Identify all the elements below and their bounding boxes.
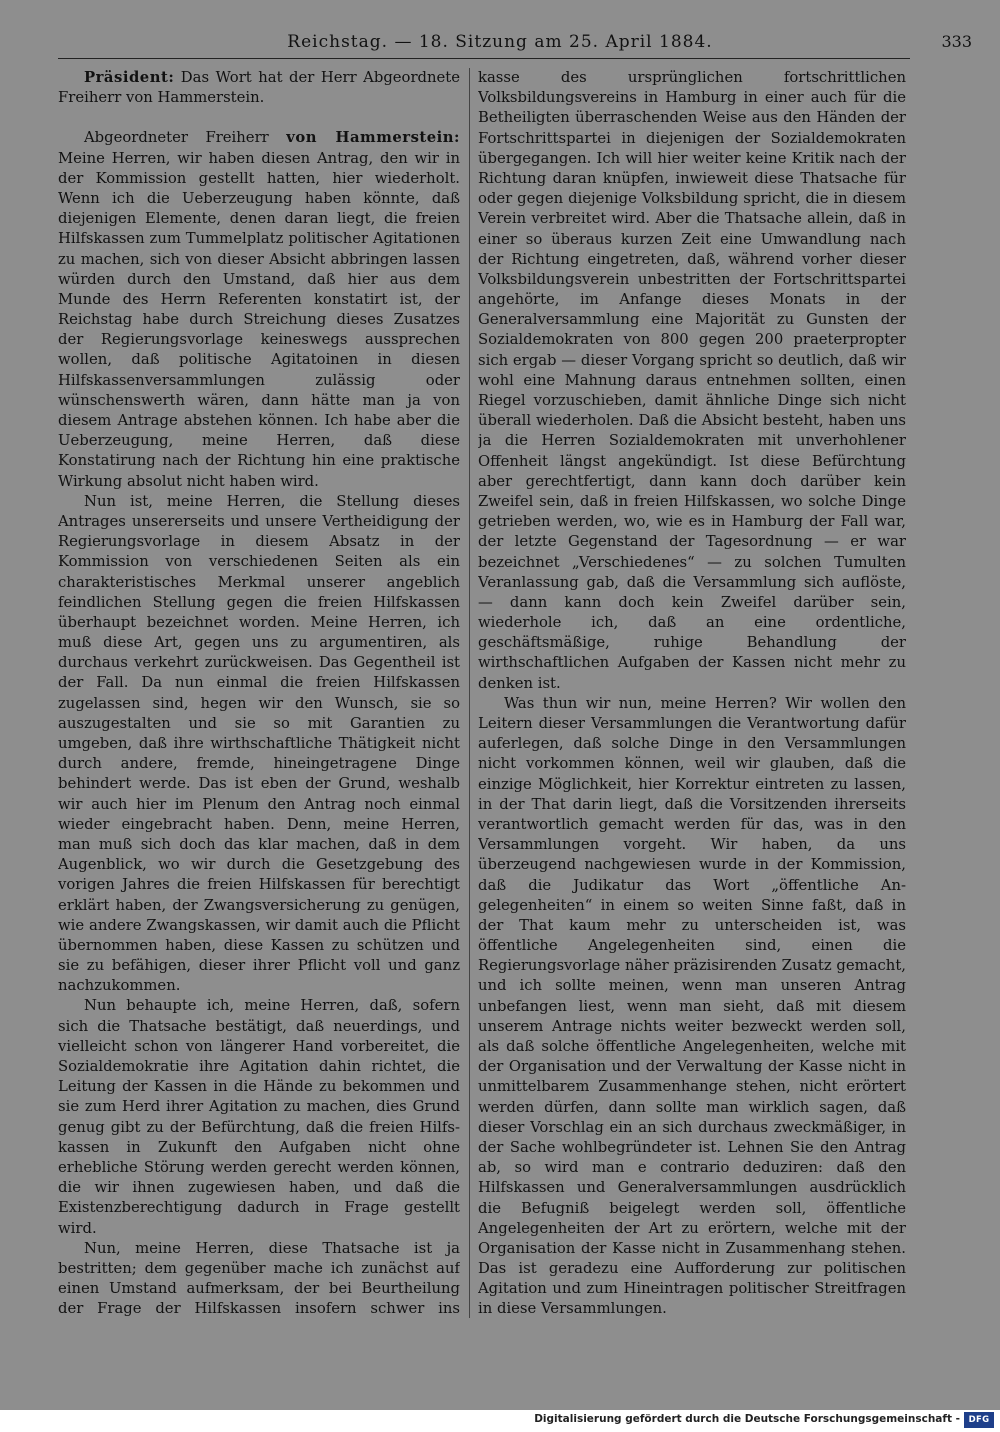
running-title: Reichstag. — 18. Sitzung am 25. April 1884. <box>287 32 713 52</box>
running-head <box>0 32 1000 56</box>
footer-bar <box>0 1410 1000 1432</box>
header-rule <box>58 58 910 59</box>
page-number: 333 <box>941 32 972 51</box>
speech-paragraph: Nun ist, meine Herren, die Stellung dieses Antrages unsererseits und unsere Vertheidigung der Regierungsvorlage in diesem Absatz in der Kommission von verschiedenen Seiten als ein charakteristisches Merkmal unserer angeblich feindlichen Stellung gegen die freien Hilfskassen überhaupt bezeichnet worden. Meine Herren, ich muß diese Art, gegen uns zu argumentiren, als durchaus verkehrt zurückweisen. Das Gegentheil ist der Fall. Da nun einmal die freien Hilfskassen zugelassen sind, hegen wir den Wunsch, sie so auszugestalten und sie so mit Garantien zu umgeben, daß ihre wirthschaftliche Thätigkeit nicht durch andere, fremde, hineingetragene Dinge behindert werde. Das ist eben der Grund, weshalb wir auch hier im Plenum den Antrag noch einmal wieder eingebracht haben. Denn, meine Herren, man muß sich doch das klar machen, daß in dem Augenblick, wo wir durch die Gesetzgebung des vorigen Jahres die freien Hilfskassen für berechtigt erklärt haben, der Zwangsversicherung zu genügen, wie andere Zwangskassen, wir damit auch die Pflicht übernommen haben, diese Kassen zu schützen und sie zu befähigen, dieser ihrer Pflicht voll und ganz nachzukommen. <box>58 492 460 995</box>
speaker-paragraph <box>58 68 460 108</box>
speech-paragraph <box>58 128 460 491</box>
column-divider <box>469 68 470 1318</box>
dfg-logo: DFG <box>964 1412 994 1428</box>
funding-credit: Digitalisierung gefördert durch die Deutsche Forschungsgemeinschaft - <box>534 1413 960 1425</box>
paragraph-text: Meine Herren, wir haben diesen Antrag, den wir in der Kommission gestellt hatten, hier wiederholt. Wenn ich die Ueberzeugung haben könnte, daß diejenigen Elemente, denen daran liegt, die freien Hilfskassen zum Tummelplatz politischer Agitationen zu machen, sich von dieser Absicht abbringen lassen würden durch den Umstand, daß hier aus dem Munde des Herrn Referenten konstatirt ist, der Reichstag habe durch Streichung dieses Zusatzes der Regierungsvorlage keineswegs aussprechen wollen, daß politische Agitatoinen in diesen Hilfskassenversammlungen zulässig oder wünschenswerth wären, dann hätte man ja von diesem Antrage abstehen können. Ich habe aber die Ueberzeugung, meine Herren, daß diese Konstatirung nach der Richtung hin eine praktische Wirkung absolut nicht haben wird. <box>58 149 460 490</box>
speaker-name: Präsident: <box>84 69 175 86</box>
right-column <box>478 68 906 1318</box>
left-column <box>58 68 460 1318</box>
speech-paragraph: kasse des ursprünglichen fortschrittlichen Volksbildungsvereins in Hamburg in einer auch für die Betheiligten überraschenden Weise aus den Händen der Fortschrittspartei in diejenigen der Sozialdemokraten übergegangen. Ich will hier weiter keine Kritik nach der Richtung daran knüpfen, inwieweit diese Thatsache für oder gegen diejenige Volksbildung spricht, die in diesem Verein verbreitet wird. Aber die Thatsache allein, daß in einer so überaus kurzen Zeit eine Umwandlung nach der Richtung eingetreten, daß, während vorher dieser Volksbildungsverein unbestritten der Fortschrittspartei angehörte, im Anfange dieses Monats in der Generalversammlung eine Majorität zu Gunsten der Sozialdemokraten von 800 gegen 200 praeterpropter sich ergab — dieser Vorgang spricht so deutlich, daß wir wohl eine Mahnung daraus entnehmen sollten, einen Riegel vorzuschieben, damit ähnliche Dinge sich nicht überall wiederholen. Daß die Absicht besteht, haben uns ja die Herren Sozialdemokraten mit unverhohlener Offenheit längst angekündigt. Ist diese Befürchtung aber gerechtfertigt, dann kann doch darüber kein Zweifel sein, daß in freien Hilfskassen, wo solche Dinge getrieben werden, wo, wie es in Hamburg der Fall war, der letzte Gegenstand der Tagesordnung — er war bezeichnet „Verschiedenes“ — zu solchen Tumulten Veranlassung gab, daß die Versammlung sich auflöste, — dann kann doch kein Zweifel darüber sein, wiederhole ich, daß an eine ordentliche, geschäftsmäßige, ruhige Behandlung der wirthschaftlichen Aufgaben der Kassen nicht mehr zu denken ist. <box>478 69 906 692</box>
speech-paragraph: Nun, meine Herren, diese Thatsache ist ja bestritten; dem gegenüber mache ich zunächst auf einen Umstand aufmerksam, der bei Beurtheilung der Frage der Hilfskassen insofern schwer ins <box>58 1239 460 1318</box>
speaker-intro: Abgeordneter Freiherr <box>84 129 287 147</box>
speaker-name: von Hammerstein: <box>286 129 460 147</box>
paragraph-text: Das Wort hat der Herr Abgeordnete Freiherr von Hammerstein. <box>58 69 460 107</box>
speech-paragraph: Was thun wir nun, meine Herren? Wir wollen den Leitern dieser Versammlungen die Verantwortung dafür auferlegen, daß solche Dinge in den Versammlungen nicht vorkommen können, weil wir glauben, daß die einzige Möglichkeit, hier Korrektur eintreten zu lassen, in der That darin liegt, daß die Vorsitzenden ihrerseits verantwortlich gemacht werden für das, was in den Versammlungen vorgeht. Wir haben, da uns überzeugend nachgewiesen wurde in der Kommission, daß die Judikatur das Wort „öffentliche Angelegenheiten“ in einem so weiten Sinne faßt, daß in der That kaum mehr zu unterscheiden ist, was öffentliche Angelegenheiten sind, einen die Regierungsvorlage näher präzisirenden Zusatz gemacht, und ich sollte meinen, wenn man unseren Antrag unbefangen liest, wenn man sieht, daß mit diesem unserem Antrage nichts weiter bezweckt werden soll, als daß solche öffentliche Angelegenheiten, welche mit der Organisation und der Verwaltung der Kasse nicht in unmittelbarem Zusammenhange stehen, nicht erörtert werden dürfen, dann sollte man wirklich sagen, daß dieser Vorschlag ein an sich durchaus zweckmäßiger, in der Sache wohlbegründeter ist. Lehnen Sie den Antrag ab, so wird man e contrario deduziren: daß den Hilfskassen und Generalversammlungen ausdrücklich die Befugniß beigelegt werden soll, öffentliche Angelegenheiten der Art zu erörtern, welche mit der Organisation der Kasse nicht in Zusammenhang stehen. Das ist geradezu eine Aufforderung zur politischen Agitation und zum Hineintragen politischer Streitfragen in diese Versammlungen. <box>478 694 906 1318</box>
speech-paragraph: Nun behaupte ich, meine Herren, daß, sofern sich die Thatsache bestätigt, daß neuerdings, und vielleicht schon von längerer Hand vorbereitet, die Sozialdemokratie ihre Agitation dahin richtet, die Leitung der Kassen in die Hände zu bekommen und sie zum Herd ihrer Agitation zu machen, dies Grund genug gibt zu der Befürchtung, daß die freien Hilfskassen in Zukunft den Aufgaben nicht ohne erhebliche Störung werden gerecht werden können, die wir ihnen zugewiesen haben, und daß die Existenzberechtigung dadurch in Frage gestellt wird. <box>58 997 460 1237</box>
